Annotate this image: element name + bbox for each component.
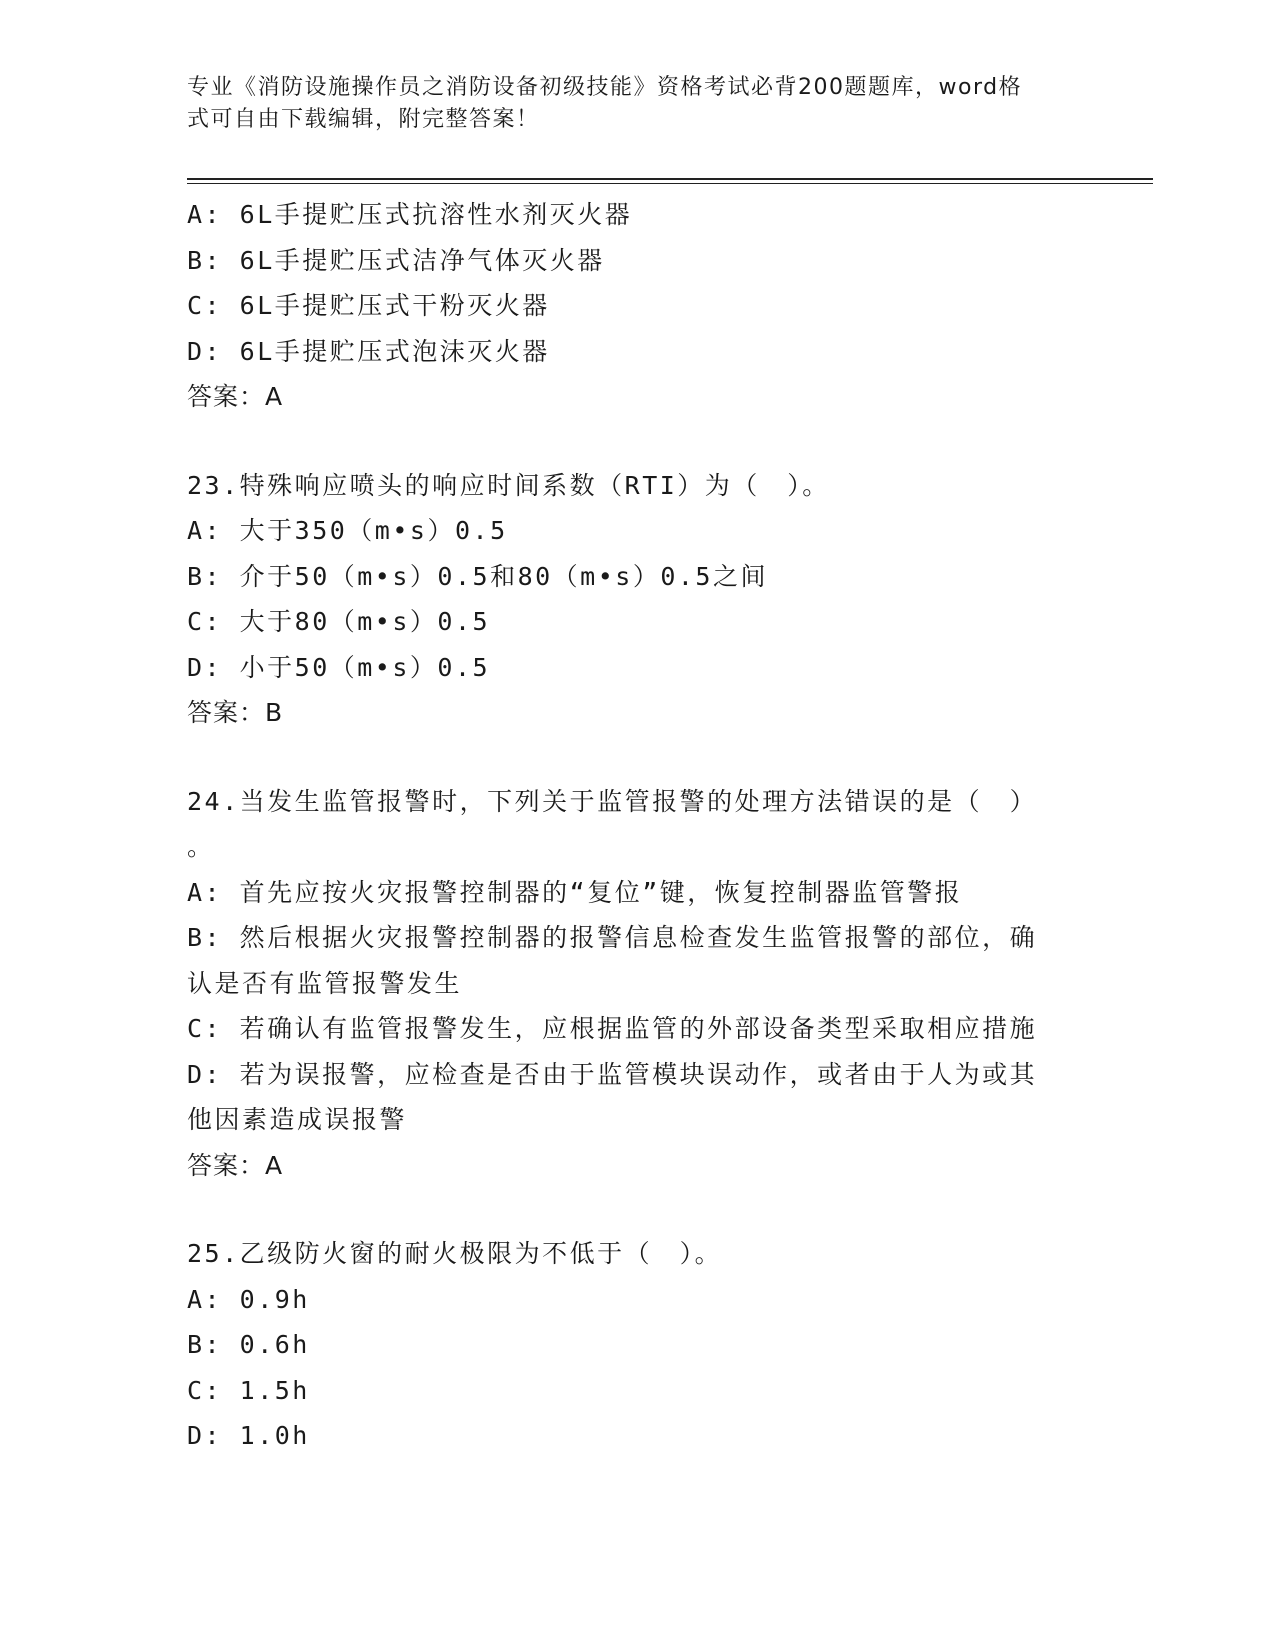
question-list	[187, 192, 1067, 1459]
question-23-stem: 23.特殊响应喷头的响应时间系数（RTI）为（ ）。	[187, 470, 830, 500]
question-22-option-d: D: 6L手提贮压式泡沫灭火器	[187, 336, 550, 366]
question-25-option-c: C: 1.5h	[187, 1375, 310, 1405]
spacer	[187, 420, 1067, 463]
question-25-option-a: A: 0.9h	[187, 1284, 310, 1314]
question-24-answer: 答案：A	[187, 1150, 284, 1180]
question-23-answer: 答案：B	[187, 698, 284, 727]
question-24-stem-line-2: 。	[187, 832, 215, 861]
question-24-stem-line-1: 24.当发生监管报警时，下列关于监管报警的处理方法错误的是（ ）	[187, 786, 1038, 816]
question-22-answer: 答案：A	[187, 382, 284, 411]
question-23-block	[187, 463, 1067, 736]
header-line-1: 专业《消防设施操作员之消防设备初级技能》资格考试必背200题题库，word格	[187, 75, 1023, 100]
question-24-option-a: A: 首先应按火灾报警控制器的“复位”键，恢复控制器监管警报	[187, 877, 963, 907]
question-24-block	[187, 779, 1067, 1189]
question-24-option-b-line-2: 认是否有监管报警发生	[187, 968, 463, 998]
spacer	[187, 736, 1067, 779]
header-divider-thick	[187, 178, 1153, 180]
question-22-option-b: B: 6L手提贮压式洁净气体灭火器	[187, 245, 605, 275]
document-header	[187, 72, 1067, 136]
header-line-2: 式可自由下载编辑，附完整答案！	[187, 107, 540, 132]
question-23-option-d: D: 小于50（m•s）0.5	[187, 652, 491, 682]
question-25-option-d: D: 1.0h	[187, 1421, 310, 1450]
question-22-block	[187, 192, 1067, 420]
question-22-option-c: C: 6L手提贮压式干粉灭火器	[187, 291, 550, 320]
question-22-option-a: A: 6L手提贮压式抗溶性水剂灭火器	[187, 200, 633, 229]
spacer	[187, 1188, 1067, 1231]
header-divider-thin	[187, 183, 1153, 184]
question-23-option-b: B: 介于50（m•s）0.5和80（m•s）0.5之间	[187, 561, 768, 591]
question-24-option-b-line-1: B: 然后根据火灾报警控制器的报警信息检查发生监管报警的部位，确	[187, 923, 1038, 952]
question-24-option-d-line-1: D: 若为误报警，应检查是否由于监管模块误动作，或者由于人为或其	[187, 1059, 1038, 1089]
question-23-option-a: A: 大于350（m•s）0.5	[187, 516, 508, 545]
question-24-option-c: C: 若确认有监管报警发生，应根据监管的外部设备类型采取相应措施	[187, 1014, 1038, 1043]
question-25-stem: 25.乙级防火窗的耐火极限为不低于（ ）。	[187, 1239, 723, 1268]
question-23-option-c: C: 大于80（m•s）0.5	[187, 607, 491, 636]
question-24-option-d-line-2: 他因素造成误报警	[187, 1105, 408, 1134]
question-25-block	[187, 1231, 1067, 1459]
question-25-option-b: B: 0.6h	[187, 1330, 310, 1359]
